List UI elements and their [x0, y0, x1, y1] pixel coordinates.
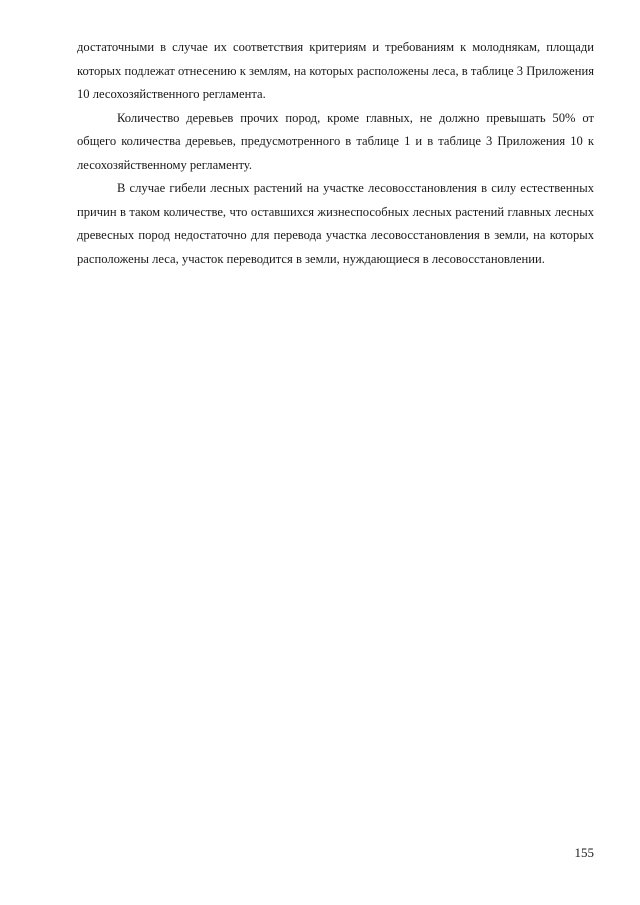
paragraph-plant-loss: В случае гибели лесных растений на участке лесовосстановления в силу естественных причин в таком количестве, что оставшихся жизнеспособных лесных растений главных лесных древесных пород недостаточно для перевода участка лесовосстановления в земли, на которых расположены леса, участок переводится в земли, нуждающиеся в лесовосстановлении.	[77, 181, 594, 266]
page-number: 155	[574, 845, 594, 860]
body-text	[77, 36, 594, 271]
paragraph-other-species: Количество деревьев прочих пород, кроме главных, не должно превышать 50% от общего количества деревьев, предусмотренного в таблице 1 и в таблице 3 Приложения 10 к лесохозяйственному регламенту.	[77, 110, 594, 172]
paragraph-continuation: достаточными в случае их соответствия критериям и требованиям к молоднякам, площади которых подлежат отнесению к землям, на которых расположены леса, в таблице 3 Приложения 10 лесохозяйственного регламента.	[77, 40, 594, 101]
